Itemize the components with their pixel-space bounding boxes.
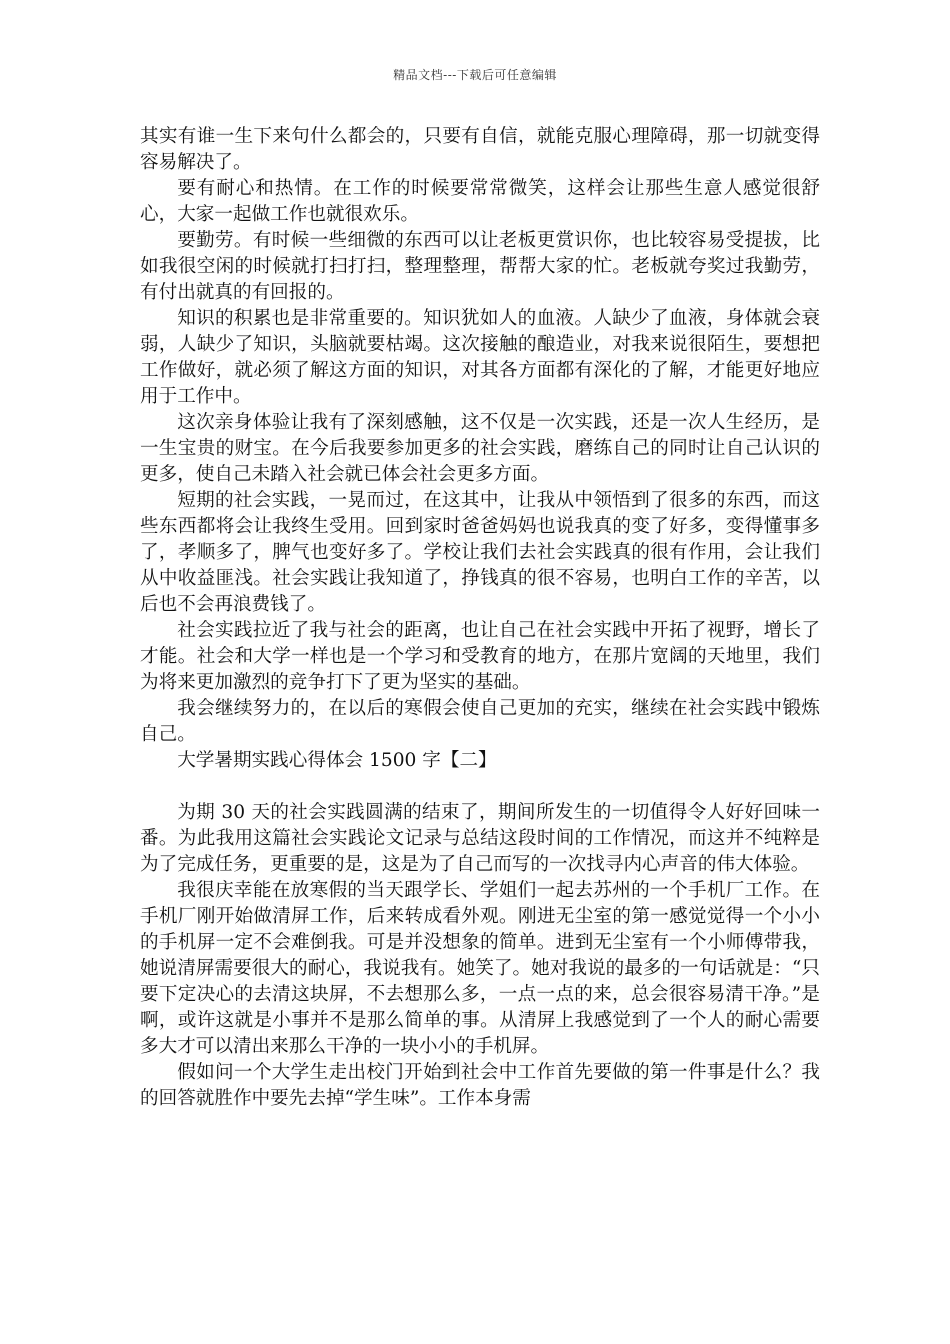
paragraph: 要勤劳。有时候一些细微的东西可以让老板更赏识你，也比较容易受提拔，比如我很空闲的时候就打扫打扫，整理整理，帮帮大家的忙。老板就夸奖过我勤劳，有付出就真的有回报的。: [140, 230, 820, 303]
document-body: [140, 124, 820, 1112]
paragraph: 短期的社会实践，一晃而过，在这其中，让我从中领悟到了很多的东西，而这些东西都将会让我终生受用。回到家时爸爸妈妈也说我真的变了好多，变得懂事多了，孝顺多了，脾气也变好多了。学校让我们去社会实践真的很有作用，会让我们从中收益匪浅。社会实践让我知道了，挣钱真的很不容易，也明白工作的辛苦，以后也不会再浪费钱了。: [140, 490, 820, 615]
section-title: 大学暑期实践心得体会 1500 字【二】: [177, 750, 497, 771]
paragraph: 这次亲身体验让我有了深刻感触，这不仅是一次实践，还是一次人生经历，是一生宝贵的财宝。在今后我要参加更多的社会实践，磨练自己的同时让自己认识的更多，使自己未踏入社会就已体会社会更多方面。: [140, 412, 820, 485]
paragraph: 假如问一个大学生走出校门开始到社会中工作首先要做的第一件事是什么？我的回答就胜作中要先去掉“学生味”。工作本身需: [140, 1062, 820, 1109]
paragraph: 其实有谁一生下来句什么都会的，只要有自信，就能克服心理障碍，那一切就变得容易解决了。: [140, 126, 820, 173]
paragraph: 社会实践拉近了我与社会的距离，也让自己在社会实践中开拓了视野，增长了才能。社会和大学一样也是一个学习和受教育的地方，在那片宽阔的天地里，我们为将来更加激烈的竞争打下了更为坚实的基础。: [140, 620, 820, 693]
paragraph: 为期 30 天的社会实践圆满的结束了，期间所发生的一切值得令人好好回味一番。为此我用这篇社会实践论文记录与总结这段时间的工作情况，而这并不纯粹是为了完成任务，更重要的是，这是为了自己而写的一次找寻内心声音的伟大体验。: [140, 802, 820, 875]
paragraph: 我会继续努力的，在以后的寒假会使自己更加的充实，继续在社会实践中锻炼自己。: [140, 698, 820, 745]
paragraph: 知识的积累也是非常重要的。知识犹如人的血液。人缺少了血液，身体就会衰弱，人缺少了知识，头脑就要枯竭。这次接触的酿造业，对我来说很陌生，要想把工作做好，就必须了解这方面的知识，对其各方面都有深化的了解，才能更好地应用于工作中。: [140, 308, 820, 407]
paragraph: 我很庆幸能在放寒假的当天跟学长、学姐们一起去苏州的一个手机厂工作。在手机厂刚开始做清屏工作，后来转成看外观。刚进无尘室的第一感觉觉得一个小小的手机屏一定不会难倒我。可是并没想象的简单。进到无尘室有一个小师傅带我，她说清屏需要很大的耐心，我说我有。她笑了。她对我说的最多的一句话就是：“只要下定决心的去清这块屏，不去想那么多，一点一点的来，总会很容易清干净。”是啊，或许这就是小事并不是那么简单的事。从清屏上我感觉到了一个人的耐心需要多大才可以清出来那么干净的一块小小的手机屏。: [140, 880, 820, 1057]
page-header: 精品文档---下载后可任意编辑: [393, 68, 557, 82]
paragraph: 要有耐心和热情。在工作的时候要常常微笑，这样会让那些生意人感觉很舒心，大家一起做工作也就很欢乐。: [140, 178, 820, 225]
